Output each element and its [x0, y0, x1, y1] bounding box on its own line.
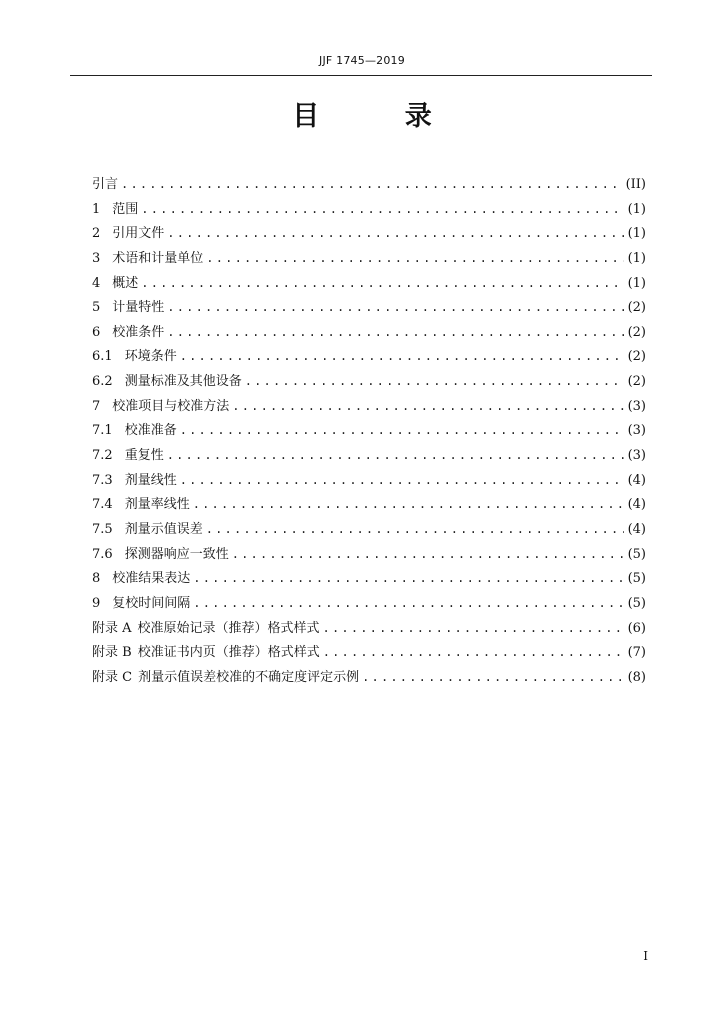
header-divider [70, 75, 652, 76]
toc-entry-label [92, 395, 229, 420]
toc-entry[interactable] [92, 566, 646, 591]
toc-leader-dots [167, 443, 624, 468]
toc-entry-page: (5) [627, 546, 646, 562]
toc-entry-text: 剂量率线性 [124, 497, 190, 513]
toc-leader-dots [323, 616, 624, 641]
toc-leader-dots [141, 197, 623, 222]
toc-entry-label [92, 296, 164, 321]
toc-entry-number: 7.1 [92, 423, 113, 439]
page-title: 目 录 [292, 101, 470, 132]
toc-entry-label [92, 493, 190, 518]
toc-entry-number: 7.3 [92, 472, 113, 488]
toc-entry-page: (4) [627, 497, 646, 513]
toc-entry[interactable] [92, 492, 646, 517]
standard-code: JJF 1745—2019 [319, 54, 405, 67]
toc-leader-dots [141, 271, 623, 296]
toc-entry-text: 重复性 [124, 448, 164, 464]
toc-entry-text: 复校时间间隔 [112, 595, 191, 611]
toc-leader-dots [167, 320, 623, 345]
toc-entry[interactable] [92, 616, 646, 641]
toc-entry[interactable] [92, 517, 646, 542]
page-header [0, 54, 724, 67]
toc-leader-dots [245, 369, 624, 394]
toc-entry-label [92, 370, 242, 395]
toc-entry[interactable] [92, 665, 646, 690]
table-of-contents [92, 172, 646, 689]
toc-entry-number: 6 [92, 324, 101, 340]
toc-entry-label [92, 543, 229, 568]
toc-entry-page: (1) [627, 250, 646, 266]
toc-leader-dots [193, 566, 623, 591]
toc-entry[interactable] [92, 640, 646, 665]
toc-entry-page: (1) [627, 201, 646, 217]
toc-entry-label [92, 173, 118, 198]
toc-entry[interactable] [92, 221, 646, 246]
toc-entry-page: (5) [627, 595, 646, 611]
toc-entry-label [92, 617, 320, 642]
toc-entry-number: 3 [92, 250, 101, 266]
toc-entry-label [92, 198, 138, 223]
toc-leader-dots [167, 221, 623, 246]
toc-entry-text: 校准证书内页（推荐）格式样式 [137, 645, 320, 661]
toc-entry-number: 6.2 [92, 374, 113, 390]
toc-entry-text: 校准准备 [124, 423, 177, 439]
toc-entry[interactable] [92, 369, 646, 394]
toc-entry[interactable] [92, 542, 646, 567]
toc-entry-page: (II) [625, 177, 646, 192]
toc-entry-label [92, 641, 320, 666]
toc-entry-number: 4 [92, 275, 101, 291]
toc-entry-label [92, 518, 203, 543]
toc-leader-dots [193, 492, 624, 517]
toc-entry-text: 环境条件 [124, 349, 177, 365]
toc-leader-dots [167, 295, 623, 320]
toc-leader-dots [180, 418, 624, 443]
toc-leader-dots [206, 517, 624, 542]
toc-entry-number: 7.6 [92, 546, 113, 562]
toc-entry[interactable] [92, 172, 646, 197]
toc-entry-page: (2) [627, 349, 646, 365]
toc-entry-page: (2) [627, 374, 646, 390]
toc-entry-label [92, 247, 203, 272]
toc-entry-number: 7 [92, 398, 101, 414]
toc-entry-text: 剂量示值误差校准的不确定度评定示例 [138, 669, 360, 685]
toc-entry-number: 1 [92, 201, 101, 217]
toc-entry-text: 术语和计量单位 [112, 250, 204, 266]
toc-entry-text: 校准结果表达 [112, 571, 191, 587]
toc-entry-page: (5) [627, 571, 646, 587]
toc-entry[interactable] [92, 344, 646, 369]
toc-entry-label [92, 222, 164, 247]
toc-leader-dots [180, 468, 624, 493]
toc-entry-number: 9 [92, 595, 101, 611]
toc-entry-text: 剂量线性 [124, 472, 177, 488]
toc-entry-text: 计量特性 [112, 300, 165, 316]
toc-entry-number: 2 [92, 226, 101, 242]
toc-entry[interactable] [92, 197, 646, 222]
toc-entry[interactable] [92, 468, 646, 493]
toc-leader-dots [193, 591, 623, 616]
toc-entry[interactable] [92, 246, 646, 271]
toc-entry[interactable] [92, 591, 646, 616]
toc-entry-number: 附录 C [92, 669, 133, 685]
toc-entry-number: 6.1 [92, 349, 113, 365]
toc-entry-text: 剂量示值误差 [124, 521, 203, 537]
toc-entry-label [92, 272, 138, 297]
toc-entry[interactable] [92, 295, 646, 320]
toc-entry-page: (2) [627, 300, 646, 316]
toc-entry-label [92, 592, 190, 617]
toc-entry[interactable] [92, 418, 646, 443]
toc-entry-text: 校准项目与校准方法 [112, 398, 230, 414]
toc-entry-number: 5 [92, 300, 101, 316]
toc-entry-text: 引言 [92, 177, 119, 192]
toc-entry-text: 引用文件 [112, 226, 165, 242]
toc-entry-page: (4) [627, 472, 646, 488]
toc-entry-label [92, 567, 190, 592]
toc-entry-text: 校准条件 [112, 324, 165, 340]
toc-entry-number: 附录 A [92, 620, 132, 636]
toc-entry-text: 概述 [112, 275, 139, 291]
toc-entry-page: (3) [627, 398, 646, 414]
toc-entry-page: (1) [627, 275, 646, 291]
toc-leader-dots [121, 172, 622, 197]
toc-leader-dots [180, 344, 624, 369]
toc-entry[interactable] [92, 394, 646, 419]
toc-entry[interactable] [92, 271, 646, 296]
toc-entry-page: (6) [627, 620, 646, 636]
toc-entry-number: 7.2 [92, 448, 113, 464]
toc-entry[interactable] [92, 443, 646, 468]
toc-entry[interactable] [92, 320, 646, 345]
toc-entry-page: (7) [627, 645, 646, 661]
toc-entry-text: 范围 [112, 201, 139, 217]
toc-entry-label [92, 666, 359, 691]
toc-entry-label [92, 419, 177, 444]
toc-entry-page: (3) [627, 448, 646, 464]
toc-entry-page: (3) [627, 423, 646, 439]
toc-leader-dots [232, 394, 623, 419]
toc-entry-text: 校准原始记录（推荐）格式样式 [137, 620, 320, 636]
toc-leader-dots [323, 640, 624, 665]
toc-entry-number: 7.5 [92, 521, 113, 537]
toc-leader-dots [362, 665, 623, 690]
toc-entry-page: (2) [627, 324, 646, 340]
toc-entry-label [92, 469, 177, 494]
toc-entry-label [92, 444, 164, 469]
toc-leader-dots [206, 246, 623, 271]
toc-entry-number: 8 [92, 571, 101, 587]
toc-entry-label [92, 345, 177, 370]
page-number: I [643, 949, 648, 963]
toc-entry-page: (4) [627, 521, 646, 537]
toc-entry-page: (8) [627, 669, 646, 685]
toc-leader-dots [232, 542, 624, 567]
toc-entry-label [92, 321, 164, 346]
toc-entry-text: 测量标准及其他设备 [124, 374, 242, 390]
toc-entry-page: (1) [627, 226, 646, 242]
toc-entry-number: 附录 B [92, 645, 132, 661]
toc-entry-number: 7.4 [92, 497, 113, 513]
toc-entry-text: 探测器响应一致性 [124, 546, 229, 562]
